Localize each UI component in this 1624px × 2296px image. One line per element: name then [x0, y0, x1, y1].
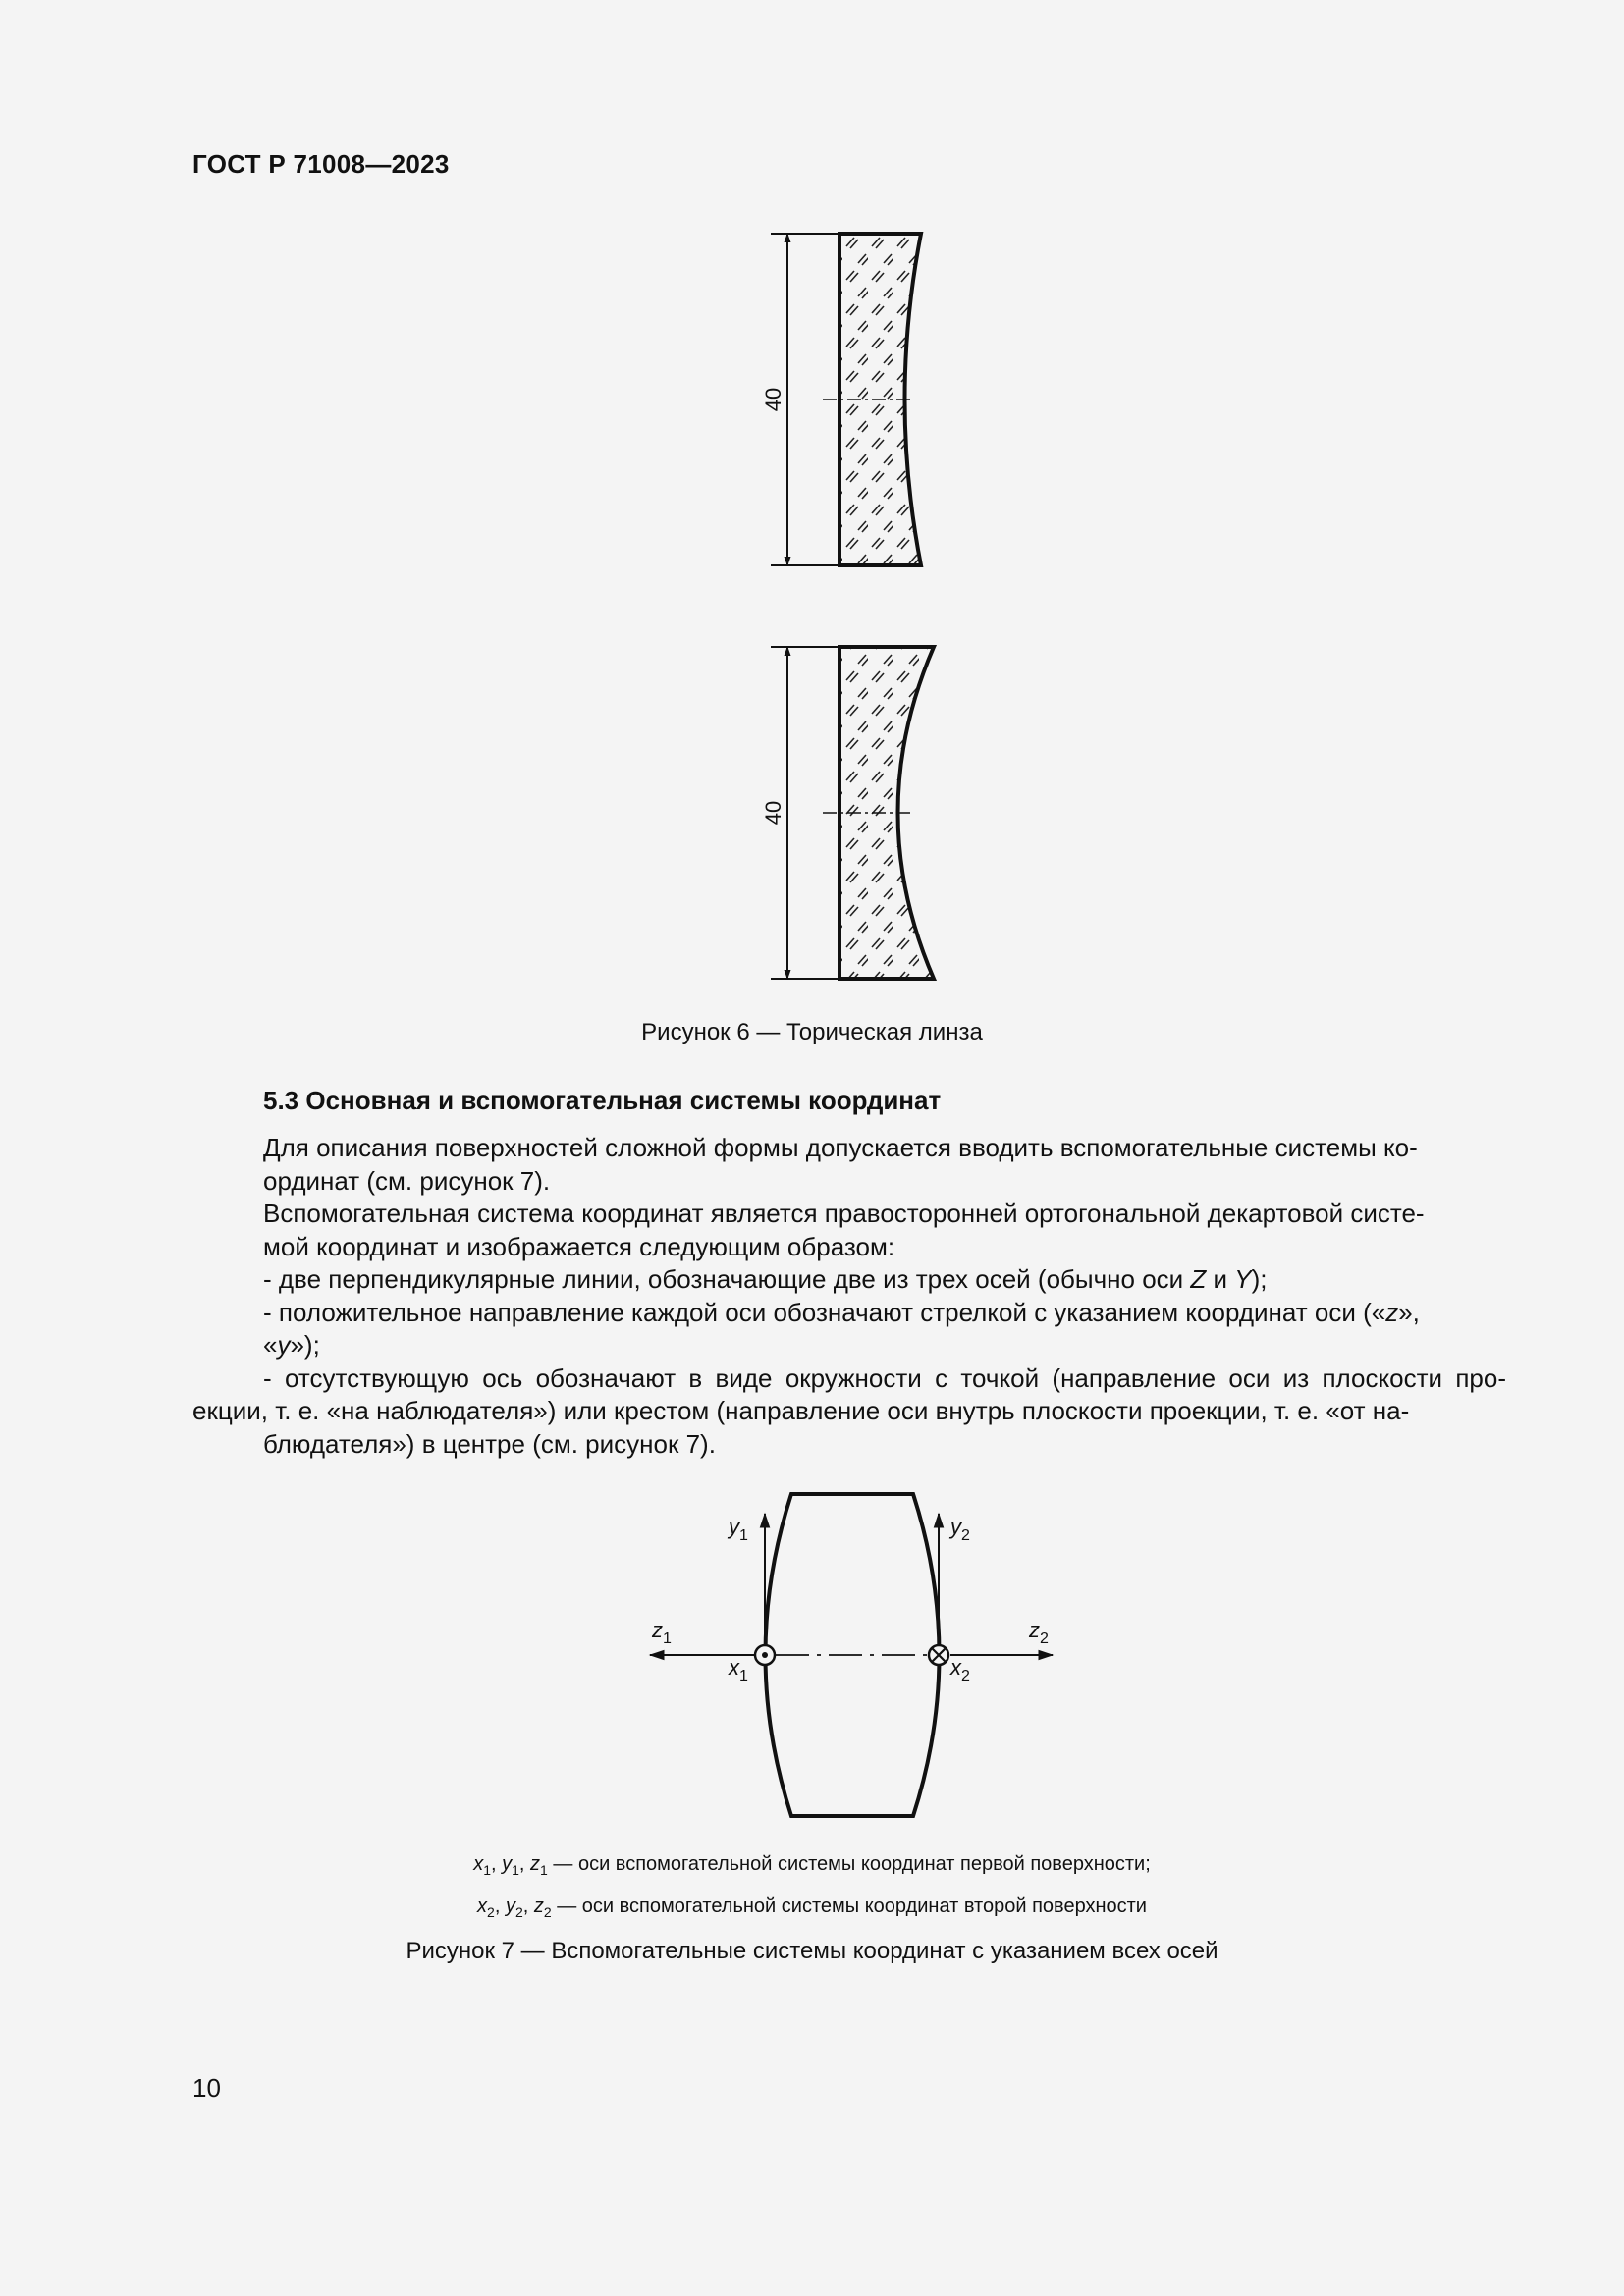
x1-axis-dot-symbol [755, 1645, 775, 1665]
dimension-label-bottom: 40 [761, 800, 785, 826]
page-number: 10 [192, 2073, 221, 2103]
x2-axis-cross-symbol [929, 1645, 948, 1665]
label-y2: $y_2$ [950, 1515, 970, 1544]
figure-6-drawing [0, 0, 1624, 1041]
paragraph: Для описания поверхностей сложной формы допускается вводить вспомогательные системы ко- ординат (см. рисунок 7). [263, 1133, 1418, 1196]
list-item: - положительное направление каждой оси обозначают стрелкой с указанием координат оси («z», «y»); [263, 1297, 1420, 1360]
section-title: 5.3 Основная и вспомогательная системы координат [263, 1086, 942, 1115]
label-x1: $x_1$ [729, 1655, 748, 1684]
list-item: - отсутствующую ось обозначают в виде окружности с точкой (направление оси из плоскости про- екции, т. е. «на наблюдателя») или крестом (направление оси внутрь плоскости проекции, т. е. «от на- блюдателя») в центре (см. рисунок 7). [192, 1362, 1506, 1459]
figure-7-legend-2: $x_2$, $y_2$, $z_2$ — оси вспомогательной системы координат второй поверхности [477, 1896, 1147, 1920]
section-body [192, 1132, 1506, 1461]
figure-7-caption: Рисунок 7 — Вспомогательные системы координат с указанием всех осей [406, 1938, 1218, 1964]
lens-bottom [761, 647, 934, 979]
dimension-label-top: 40 [761, 387, 785, 412]
label-y1: $y_1$ [729, 1515, 748, 1544]
paragraph: Вспомогательная система координат является правосторонней ортогональной декартовой систе- мой координат и изображается следующим образом: [263, 1199, 1425, 1261]
label-z2: $z_2$ [1029, 1618, 1049, 1647]
lens-top [761, 234, 921, 565]
label-x2: $x_2$ [950, 1655, 970, 1684]
list-item: - две перпендикулярные линии, обозначающие две из трех осей (обычно оси Z и Y); [263, 1264, 1268, 1294]
document-header: ГОСТ Р 71008—2023 [192, 149, 450, 179]
figure-7-drawing [0, 1472, 1624, 1845]
figure-7-legend-1: $x_1$, $y_1$, $z_1$ — оси вспомогательной системы координат первой поверхности; [473, 1853, 1151, 1878]
label-z1: $z_1$ [652, 1618, 672, 1647]
figure-6-caption: Рисунок 6 — Торическая линза [641, 1019, 983, 1045]
